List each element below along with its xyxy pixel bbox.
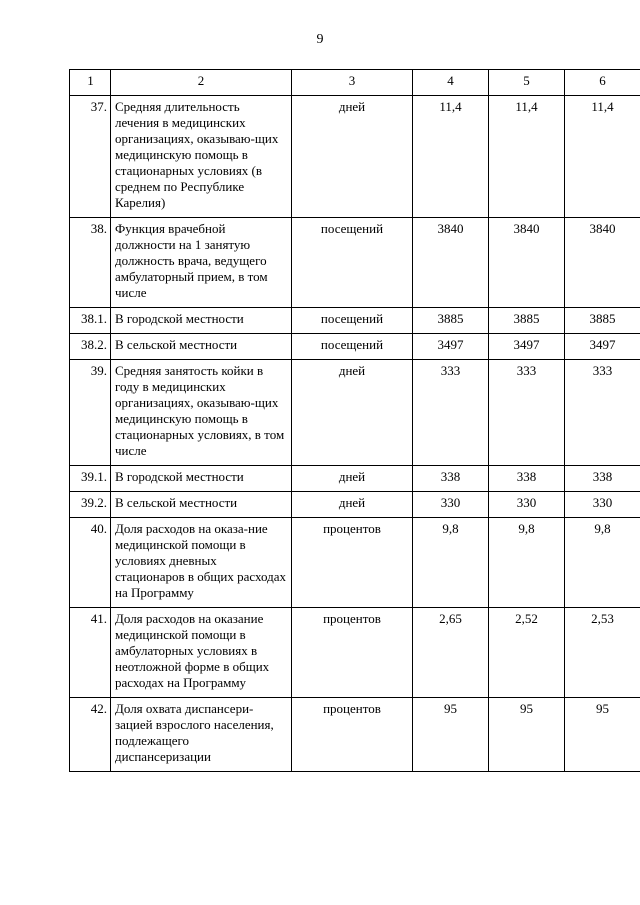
- header-cell-value-1: 4: [413, 70, 489, 96]
- row-value-2: 3885: [489, 308, 565, 334]
- row-number: 39.: [70, 360, 111, 466]
- row-number: 42.: [70, 698, 111, 772]
- header-cell-num: 1: [70, 70, 111, 96]
- table-header-row: [70, 70, 640, 96]
- row-number: 39.2.: [70, 492, 111, 518]
- table-row: [70, 518, 640, 608]
- row-value-3: 3840: [565, 218, 640, 308]
- table-row: [70, 360, 640, 466]
- row-value-1: 330: [413, 492, 489, 518]
- row-number: 41.: [70, 608, 111, 698]
- row-indicator-name: В сельской местности: [111, 334, 292, 360]
- row-indicator-name: Средняя занятость койки в году в медицинских организациях, оказываю-щих медицинскую помощь в стационарных условиях, в том числе: [111, 360, 292, 466]
- row-value-2: 9,8: [489, 518, 565, 608]
- table-row: [70, 334, 640, 360]
- table-row: [70, 492, 640, 518]
- row-value-2: 3497: [489, 334, 565, 360]
- row-value-1: 95: [413, 698, 489, 772]
- row-value-3: 11,4: [565, 96, 640, 218]
- row-indicator-name: В городской местности: [111, 466, 292, 492]
- page-number: 9: [316, 32, 324, 47]
- row-number: 38.: [70, 218, 111, 308]
- header-cell-value-2: 5: [489, 70, 565, 96]
- row-value-1: 333: [413, 360, 489, 466]
- row-value-2: 2,52: [489, 608, 565, 698]
- row-unit: процентов: [292, 698, 413, 772]
- table-row: [70, 608, 640, 698]
- table-row: [70, 96, 640, 218]
- row-value-3: 9,8: [565, 518, 640, 608]
- row-number: 37.: [70, 96, 111, 218]
- row-indicator-name: Доля расходов на оказа-ние медицинской помощи в условиях дневных стационаров в общих расходах на Программу: [111, 518, 292, 608]
- row-unit: дней: [292, 360, 413, 466]
- row-number: 40.: [70, 518, 111, 608]
- row-value-3: 3885: [565, 308, 640, 334]
- row-value-1: 9,8: [413, 518, 489, 608]
- row-value-3: 338: [565, 466, 640, 492]
- row-indicator-name: Доля расходов на оказание медицинской помощи в амбулаторных условиях в неотложной форме в общих расходах на Программу: [111, 608, 292, 698]
- row-value-3: 333: [565, 360, 640, 466]
- row-unit: дней: [292, 492, 413, 518]
- row-value-1: 11,4: [413, 96, 489, 218]
- row-number: 38.2.: [70, 334, 111, 360]
- row-indicator-name: Средняя длительность лечения в медицинских организациях, оказываю-щих медицинскую помощь в стационарных условиях (в среднем по Республике Карелия): [111, 96, 292, 218]
- row-indicator-name: Доля охвата диспансери-зацией взрослого населения, подлежащего диспансеризации: [111, 698, 292, 772]
- row-unit: посещений: [292, 218, 413, 308]
- indicators-table: [69, 69, 640, 772]
- row-value-1: 3840: [413, 218, 489, 308]
- row-indicator-name: Функция врачебной должности на 1 занятую должность врача, ведущего амбулаторный прием, в том числе: [111, 218, 292, 308]
- table-row: [70, 308, 640, 334]
- row-value-3: 3497: [565, 334, 640, 360]
- row-unit: дней: [292, 466, 413, 492]
- header-cell-unit: 3: [292, 70, 413, 96]
- row-indicator-name: В сельской местности: [111, 492, 292, 518]
- row-number: 39.1.: [70, 466, 111, 492]
- row-value-2: 95: [489, 698, 565, 772]
- row-unit: процентов: [292, 518, 413, 608]
- table-row: [70, 466, 640, 492]
- row-value-3: 330: [565, 492, 640, 518]
- row-value-2: 330: [489, 492, 565, 518]
- row-unit: посещений: [292, 334, 413, 360]
- row-value-1: 2,65: [413, 608, 489, 698]
- row-unit: дней: [292, 96, 413, 218]
- row-unit: посещений: [292, 308, 413, 334]
- header-cell-name: 2: [111, 70, 292, 96]
- row-value-2: 3840: [489, 218, 565, 308]
- row-indicator-name: В городской местности: [111, 308, 292, 334]
- row-value-1: 338: [413, 466, 489, 492]
- header-cell-value-3: 6: [565, 70, 640, 96]
- row-unit: процентов: [292, 608, 413, 698]
- row-value-2: 338: [489, 466, 565, 492]
- row-value-1: 3885: [413, 308, 489, 334]
- row-value-3: 2,53: [565, 608, 640, 698]
- table-row: [70, 698, 640, 772]
- row-value-3: 95: [565, 698, 640, 772]
- row-number: 38.1.: [70, 308, 111, 334]
- row-value-2: 333: [489, 360, 565, 466]
- row-value-2: 11,4: [489, 96, 565, 218]
- row-value-1: 3497: [413, 334, 489, 360]
- table-row: [70, 218, 640, 308]
